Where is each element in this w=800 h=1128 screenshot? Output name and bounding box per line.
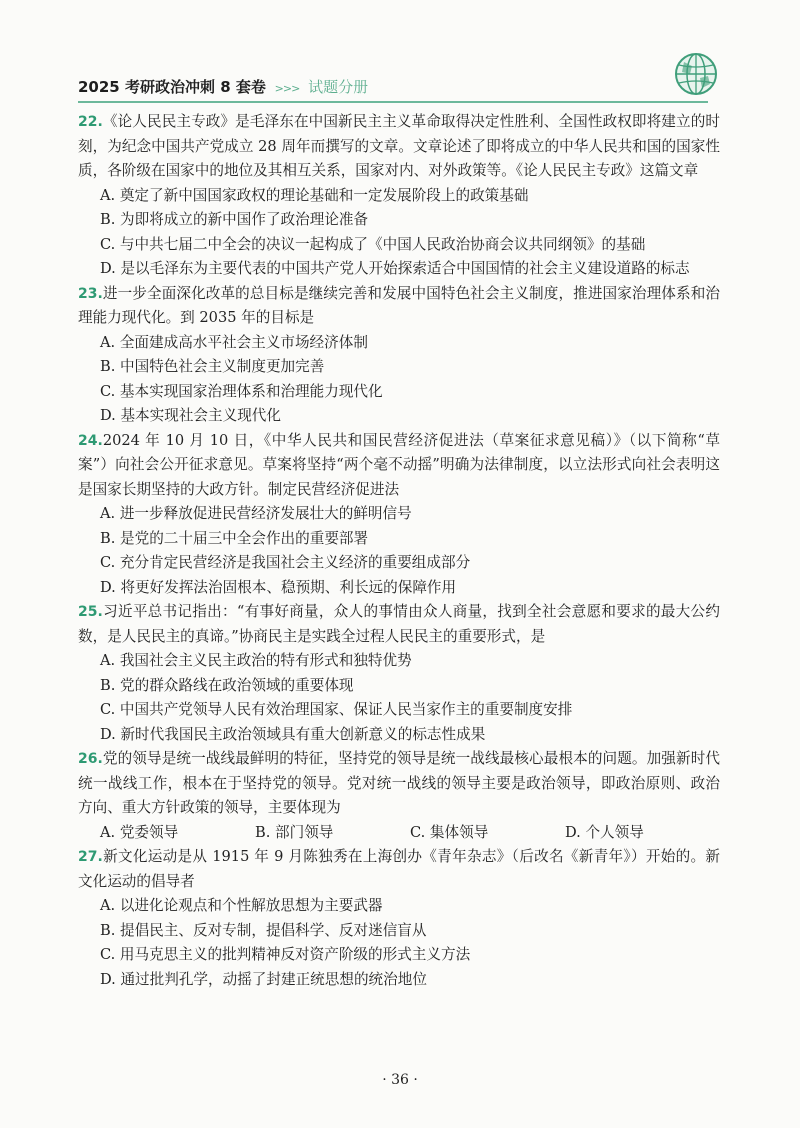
option-c: C. 集体领导 bbox=[410, 823, 489, 841]
question-number: 27. bbox=[78, 849, 103, 865]
question-24 bbox=[78, 429, 720, 601]
header-divider bbox=[78, 101, 708, 103]
option-b: B. 中国特色社会主义制度更加完善 bbox=[100, 358, 325, 375]
option-b: B. 是党的二十届三中全会作出的重要部署 bbox=[100, 529, 369, 547]
option-b: B. 部门领导 bbox=[255, 823, 334, 841]
question-26 bbox=[78, 747, 720, 845]
question-27 bbox=[78, 845, 720, 992]
header-title: 2025 考研政治冲刺 8 套卷 bbox=[78, 78, 266, 96]
question-list bbox=[78, 110, 720, 992]
option-d: D. 通过批判孔学，动摇了封建正统思想的统治地位 bbox=[100, 970, 427, 988]
question-text: 2024 年 10 月 10 日，《中华人民共和国民营经济促进法（草案征求意见稿）》（以下简称“草案”）向社会公开征求意见。草案将坚持“两个毫不动摇”明确为法律制度，以立法形式向社会表明这是国家长期坚持的大政方针。制定民营经济促进法 bbox=[78, 431, 720, 498]
page-header bbox=[78, 72, 718, 102]
option-d: D. 是以毛泽东为主要代表的中国共产党人开始探索适合中国国情的社会主义建设道路的标志 bbox=[100, 260, 690, 277]
option-row bbox=[78, 821, 720, 846]
question-22 bbox=[78, 110, 720, 282]
option-c: C. 充分肯定民营经济是我国社会主义经济的重要组成部分 bbox=[100, 554, 471, 571]
option-b: B. 为即将成立的新中国作了政治理论准备 bbox=[100, 211, 369, 228]
option-c: C. 与中共七届二中全会的决议一起构成了《中国人民政治协商会议共同纲领》的基础 bbox=[100, 235, 646, 253]
question-text: 习近平总书记指出：“有事好商量，众人的事情由众人商量，找到全社会意愿和要求的最大公约数，是人民民主的真谛。”协商民主是实践全过程人民民主的重要形式，是 bbox=[78, 603, 720, 645]
question-text: 党的领导是统一战线最鲜明的特征，坚持党的领导是统一战线最核心最根本的问题。加强新时代统一战线工作，根本在于坚持党的领导。党对统一战线的领导主要是政治领导，即政治原则、政治方向、重大方针政策的领导，主要体现为 bbox=[78, 750, 720, 816]
option-c: C. 用马克思主义的批判精神反对资产阶级的形式主义方法 bbox=[100, 946, 471, 963]
question-stem bbox=[78, 600, 720, 649]
option-c: C. 基本实现国家治理体系和治理能力现代化 bbox=[100, 382, 383, 400]
question-text: 《论人民民主专政》是毛泽东在中国新民主主义革命取得决定性胜利、全国性政权即将建立的时刻，为纪念中国共产党成立 28 周年而撰写的文章。文章论述了即将成立的中华人民共和国的国家性质，各阶级在国家中的地位及其相互关系，国家对内、对外政策等。《论人民民主专政》这篇文章 bbox=[78, 113, 720, 179]
question-text: 新文化运动是从 1915 年 9 月陈独秀在上海创办《青年杂志》（后改名《新青年》）开始的。新文化运动的倡导者 bbox=[78, 848, 720, 890]
option-b: B. 提倡民主、反对专制，提倡科学、反对迷信盲从 bbox=[100, 921, 427, 939]
option-a: A. 以进化论观点和个性解放思想为主要武器 bbox=[100, 897, 383, 914]
option-d: D. 基本实现社会主义现代化 bbox=[100, 407, 281, 424]
question-number: 24. bbox=[78, 432, 103, 449]
question-stem bbox=[78, 845, 720, 894]
option-d: D. 个人领导 bbox=[565, 823, 644, 841]
header-arrows: >>> bbox=[274, 82, 300, 95]
question-25 bbox=[78, 600, 720, 747]
option-b: B. 党的群众路线在政治领域的重要体现 bbox=[100, 676, 354, 694]
question-number: 25. bbox=[78, 604, 103, 620]
option-a: A. 我国社会主义民主政治的特有形式和独特优势 bbox=[100, 652, 412, 669]
page-number: · 36 · bbox=[382, 1072, 418, 1088]
globe-icon bbox=[674, 52, 718, 96]
option-d: D. 新时代我国民主政治领域具有重大创新意义的标志性成果 bbox=[100, 725, 486, 743]
option-d: D. 将更好发挥法治固根本、稳预期、利长远的保障作用 bbox=[100, 578, 457, 596]
header-text bbox=[78, 76, 368, 97]
question-stem bbox=[78, 747, 720, 821]
question-number: 23. bbox=[78, 285, 103, 302]
question-number: 22. bbox=[78, 114, 103, 130]
question-text: 进一步全面深化改革的总目标是继续完善和发展中国特色社会主义制度，推进国家治理体系和治理能力现代化。到 2035 年的目标是 bbox=[78, 284, 720, 326]
option-a: A. 党委领导 bbox=[100, 823, 179, 841]
question-23 bbox=[78, 282, 720, 429]
option-a: A. 进一步释放促进民营经济发展壮大的鲜明信号 bbox=[100, 505, 412, 522]
header-section: 试题分册 bbox=[308, 78, 369, 96]
question-stem bbox=[78, 110, 720, 184]
option-a: A. 奠定了新中国国家政权的理论基础和一定发展阶段上的政策基础 bbox=[100, 186, 529, 204]
question-stem bbox=[78, 429, 720, 503]
option-a: A. 全面建成高水平社会主义市场经济体制 bbox=[100, 333, 368, 351]
question-number: 26. bbox=[78, 751, 103, 767]
question-stem bbox=[78, 282, 720, 331]
option-c: C. 中国共产党领导人民有效治理国家、保证人民当家作主的重要制度安排 bbox=[100, 701, 573, 718]
